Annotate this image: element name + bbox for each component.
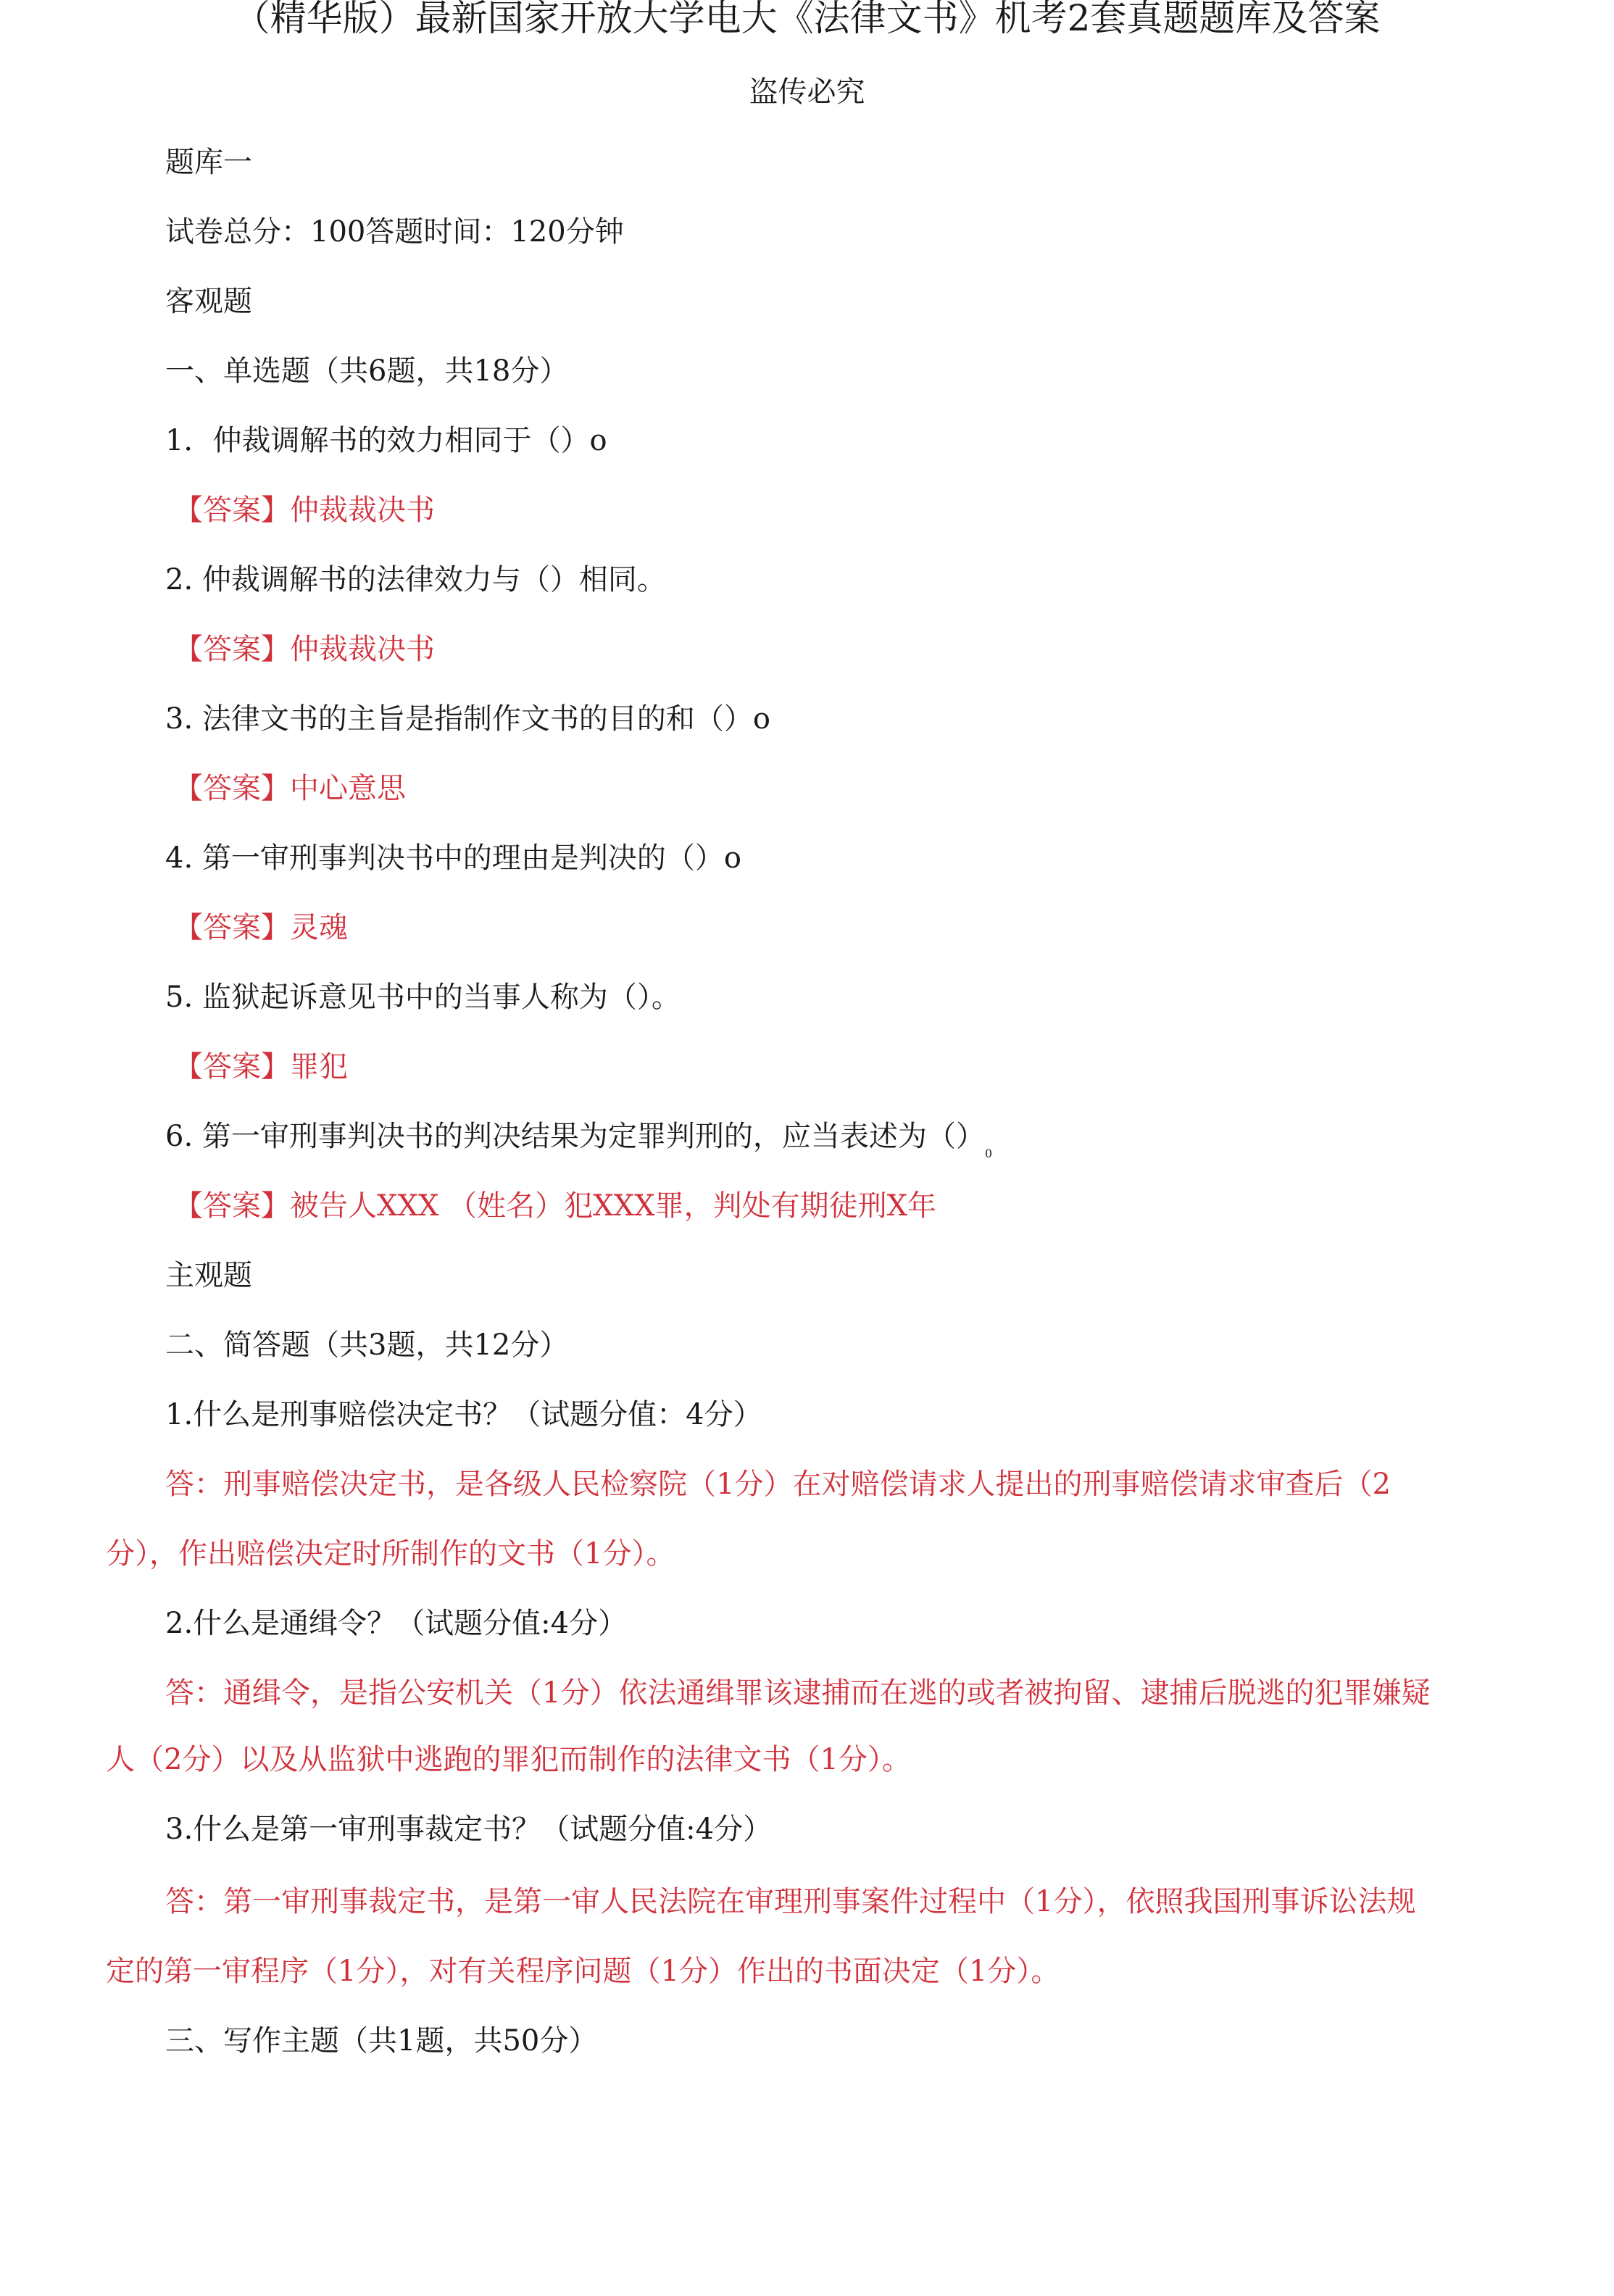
short-answer-2-line-2: 人（2分）以及从监狱中逃跑的罪犯而制作的法律文书（1分）。	[106, 1743, 911, 1776]
answer-2: 【答案】仲裁裁决书	[174, 633, 435, 666]
question-1: 1．仲裁调解书的效力相同于（）o	[165, 424, 607, 457]
answer-6: 【答案】被告人XXX （姓名）犯XXX罪，判处有期徒刑X年	[174, 1189, 937, 1223]
short-answer-3-line-1: 答：第一审刑事裁定书，是第一审人民法院在审理刑事案件过程中（1分），依照我国刑事诉讼法规	[165, 1885, 1416, 1918]
question-6-mark: 0	[984, 1147, 993, 1160]
answer-1: 【答案】仲裁裁决书	[174, 494, 435, 527]
section-heading-short-answer: 二、简答题（共3题，共12分）	[165, 1328, 569, 1362]
exam-meta: 试卷总分：100答题时间：120分钟	[165, 215, 624, 249]
question-4: 4. 第一审刑事判决书中的理由是判决的（）o	[165, 841, 741, 875]
answer-3: 【答案】中心意思	[174, 772, 406, 805]
short-answer-1-line-1: 答：刑事赔偿决定书，是各级人民检察院（1分）在对赔偿请求人提出的刑事赔偿请求审查后（2	[165, 1468, 1391, 1501]
short-answer-2-line-1: 答：通缉令，是指公安机关（1分）依法通缉罪该逮捕而在逃的或者被拘留、逮捕后脱逃的犯罪嫌疑	[165, 1676, 1431, 1710]
document-title: （精华版）最新国家开放大学电大《法律文书》机考2套真题题库及答案	[233, 0, 1381, 39]
section-heading-single-choice: 一、单选题（共6题，共18分）	[165, 354, 569, 388]
short-question-3: 3.什么是第一审刑事裁定书？（试题分值:4分）	[165, 1813, 773, 1846]
answer-4: 【答案】灵魂	[174, 911, 348, 944]
objective-heading: 客观题	[165, 285, 252, 318]
document-subtitle: 盗传必究	[749, 75, 865, 109]
short-answer-3-line-2: 定的第一审程序（1分），对有关程序问题（1分）作出的书面决定（1分）。	[106, 1955, 1060, 1988]
answer-5: 【答案】罪犯	[174, 1050, 348, 1083]
question-3: 3. 法律文书的主旨是指制作文书的目的和（）o	[165, 702, 770, 736]
short-question-2: 2.什么是通缉令？（试题分值:4分）	[165, 1607, 628, 1640]
question-5: 5. 监狱起诉意见书中的当事人称为（）。	[165, 981, 681, 1014]
section-heading-writing: 三、写作主题（共1题，共50分）	[165, 2024, 598, 2058]
subjective-heading: 主观题	[165, 1259, 252, 1292]
bank-label: 题库一	[165, 146, 252, 179]
question-6	[165, 1122, 992, 1160]
short-answer-1-line-2: 分），作出赔偿决定时所制作的文书（1分）。	[106, 1537, 675, 1571]
question-2: 2. 仲裁调解书的法律效力与（）相同。	[165, 563, 666, 596]
short-question-1: 1.什么是刑事赔偿决定书？（试题分值：4分）	[165, 1398, 762, 1431]
question-6-text: 6. 第一审刑事判决书的判决结果为定罪判刑的，应当表述为（）	[165, 1120, 985, 1153]
